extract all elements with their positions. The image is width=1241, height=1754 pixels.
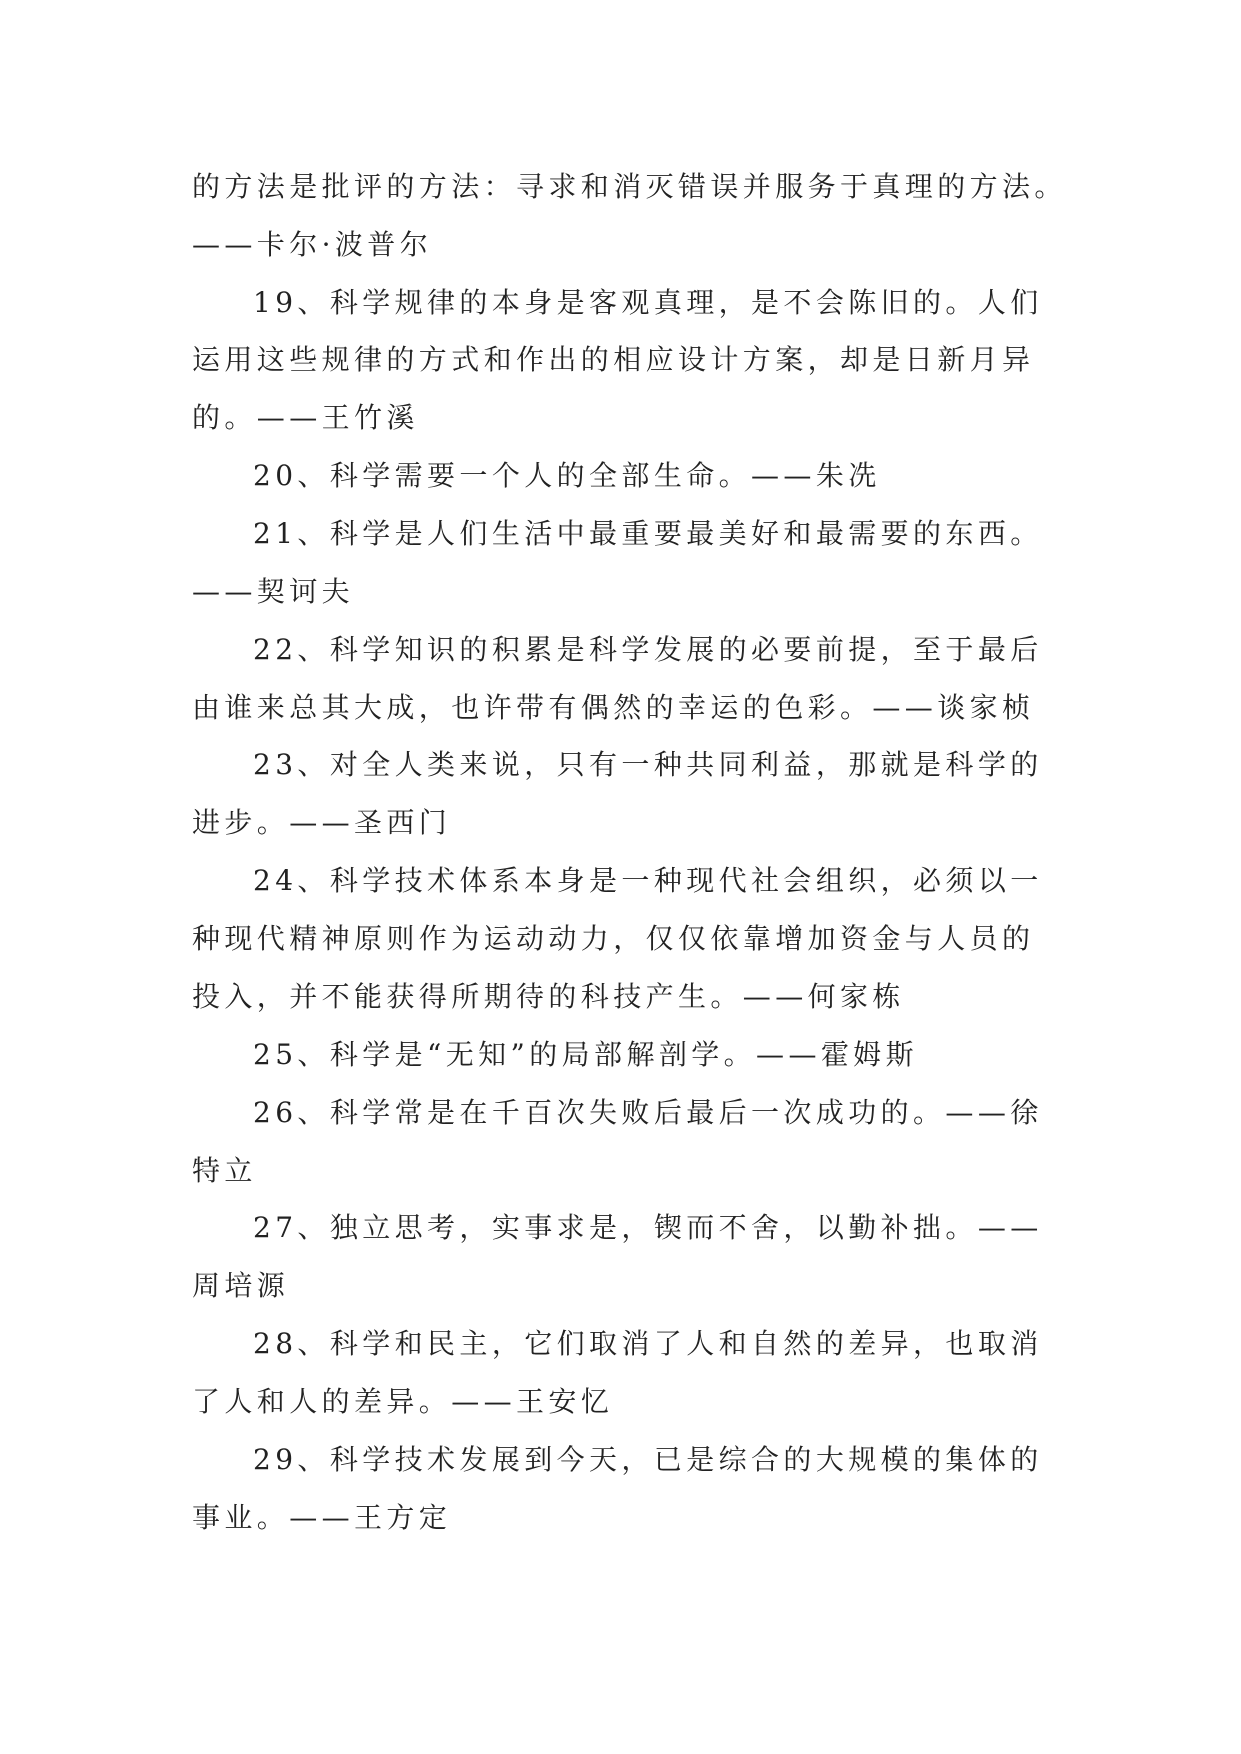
text-line: 19、科学规律的本身是客观真理，是不会陈旧的。人们 — [253, 286, 1043, 319]
text-line: 29、科学技术发展到今天，已是综合的大规模的集体的 — [253, 1443, 1043, 1476]
text-line: ——契诃夫 — [192, 575, 355, 608]
text-line: 的。——王竹溪 — [192, 401, 419, 434]
text-line: 种现代精神原则作为运动动力，仅仅依靠增加资金与人员的 — [192, 922, 1035, 955]
text-line: 了人和人的差异。——王安忆 — [192, 1385, 614, 1418]
text-line: 的方法是批评的方法：寻求和消灭错误并服务于真理的方法。 — [192, 170, 1067, 203]
text-line: 进步。——圣西门 — [192, 806, 452, 839]
text-line: 23、对全人类来说，只有一种共同利益，那就是科学的 — [253, 748, 1043, 781]
text-line: 特立 — [192, 1154, 257, 1187]
text-line: 27、独立思考，实事求是，锲而不舍，以勤补拙。—— — [253, 1211, 1043, 1244]
text-line: 22、科学知识的积累是科学发展的必要前提，至于最后 — [253, 633, 1043, 666]
text-line: 24、科学技术体系本身是一种现代社会组织，必须以一 — [253, 864, 1043, 897]
text-line: ——卡尔·波普尔 — [192, 228, 433, 261]
text-line: 26、科学常是在千百次失败后最后一次成功的。——徐 — [253, 1096, 1043, 1129]
text-line: 25、科学是“无知”的局部解剖学。——霍姆斯 — [253, 1038, 919, 1071]
text-line: 投入，并不能获得所期待的科技产生。——何家栋 — [192, 980, 905, 1013]
text-line: 21、科学是人们生活中最重要最美好和最需要的东西。 — [253, 517, 1043, 550]
text-line: 由谁来总其大成，也许带有偶然的幸运的色彩。——谈家桢 — [192, 691, 1035, 724]
text-line: 运用这些规律的方式和作出的相应设计方案，却是日新月异 — [192, 343, 1035, 376]
text-line: 周培源 — [192, 1269, 290, 1302]
text-line: 20、科学需要一个人的全部生命。——朱冼 — [253, 459, 881, 492]
text-line: 事业。——王方定 — [192, 1501, 452, 1534]
text-line: 28、科学和民主，它们取消了人和自然的差异，也取消 — [253, 1327, 1043, 1360]
